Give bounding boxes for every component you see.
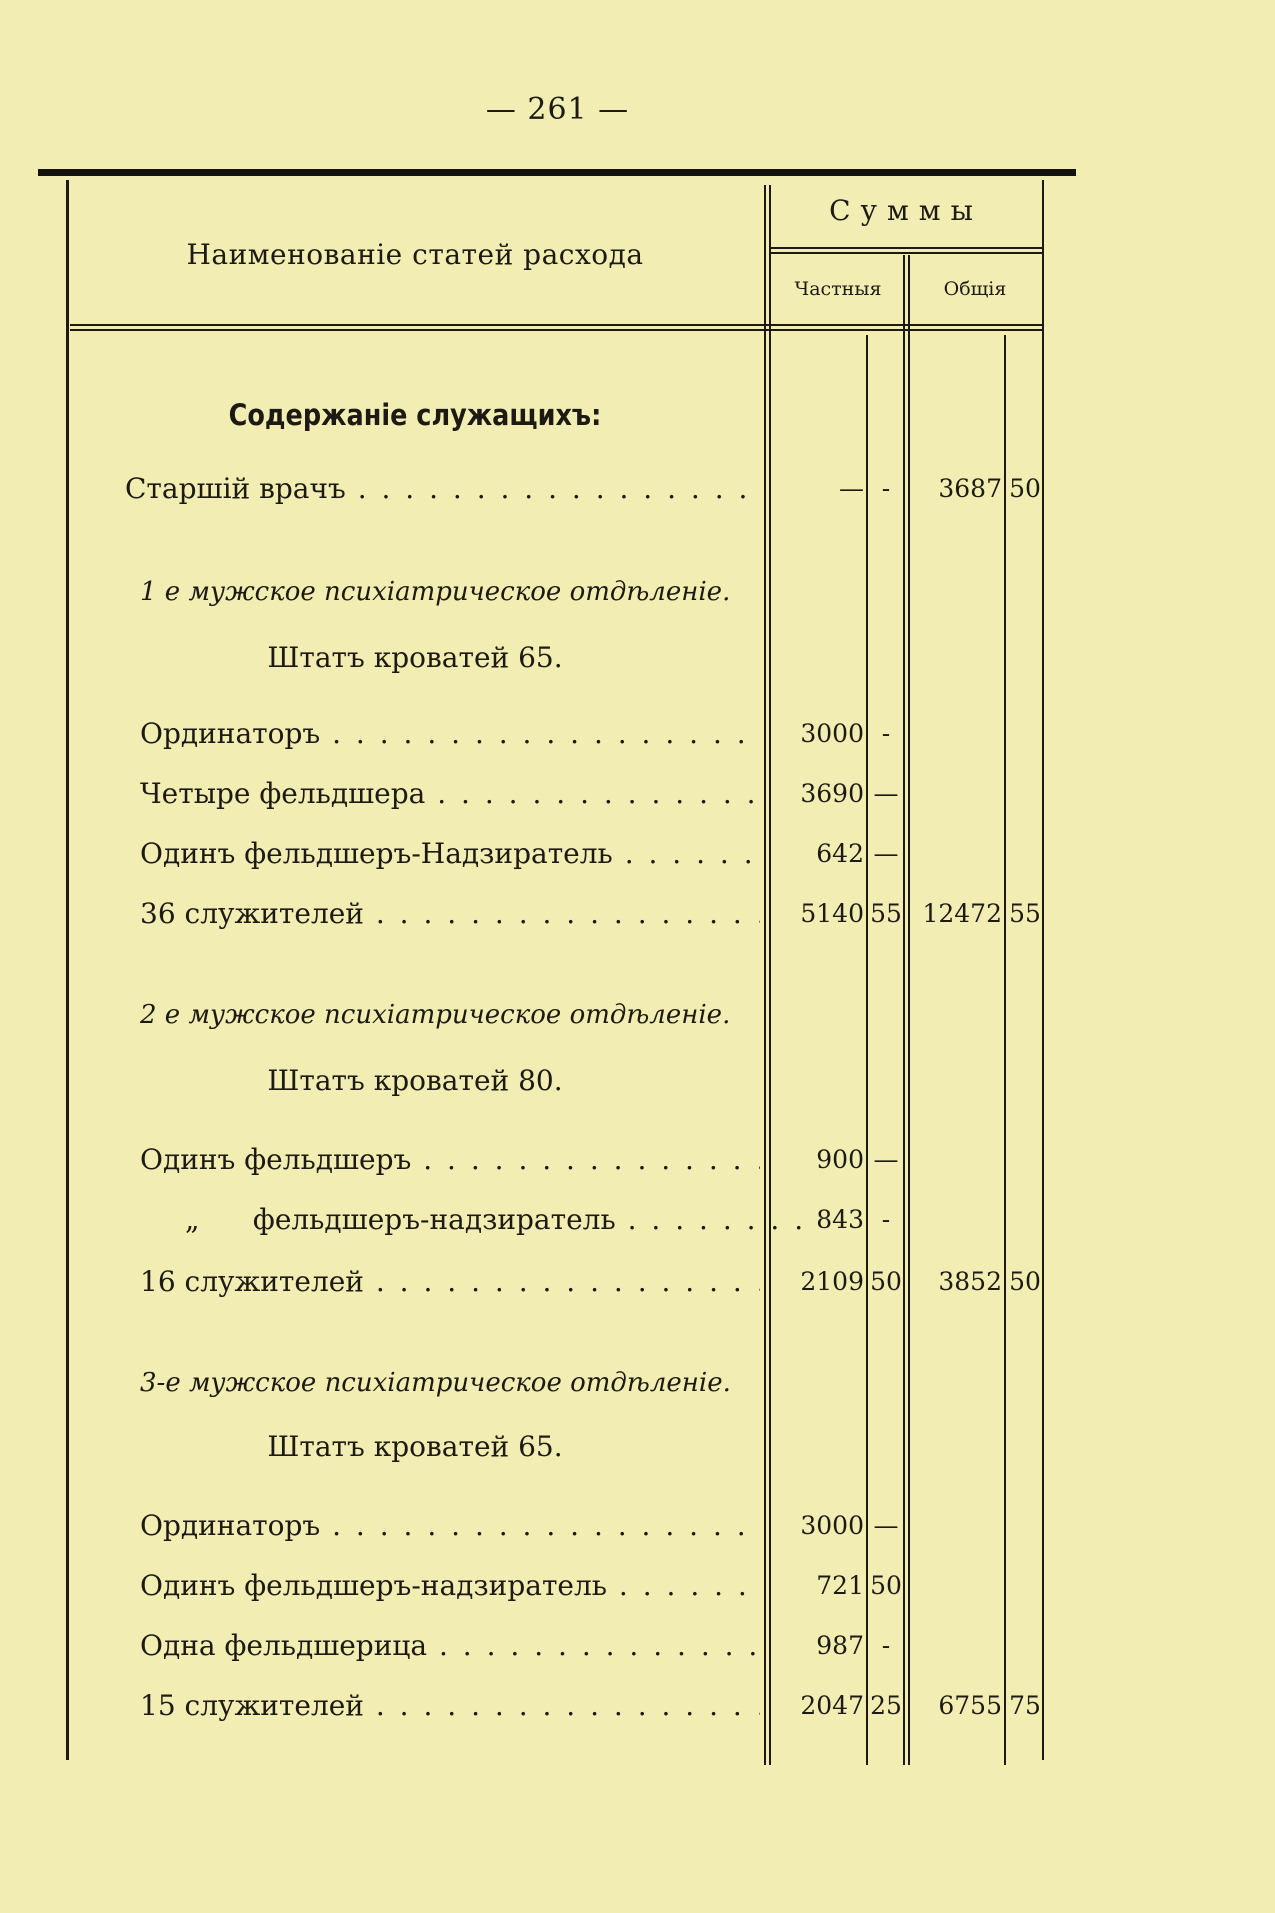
dept1-staff: Штатъ кроватей 65. — [267, 641, 563, 674]
row-label: Ординаторъ . . . — [140, 1504, 760, 1548]
private-rubles: 2047 — [800, 1691, 864, 1720]
private-rubles: 3690 — [800, 779, 864, 808]
common-rubles: 3687 — [938, 474, 1002, 503]
sums-underline-a — [770, 247, 1042, 249]
row-label: Четыре фельдшера . . . — [140, 772, 760, 816]
private-kopecks: 55 — [870, 899, 902, 928]
row-label: 15 служителей . . . — [140, 1684, 760, 1728]
private-rubles: 987 — [816, 1631, 864, 1660]
row-label: Одинъ фельдшеръ . . . — [140, 1138, 760, 1182]
dept3-staff: Штатъ кроватей 65. — [267, 1430, 563, 1463]
table-row — [0, 1504, 1275, 1548]
private-kopecks: — — [873, 779, 899, 808]
header-sums: Суммы — [829, 194, 983, 227]
top-rule — [38, 169, 1076, 176]
row-label: Ординаторъ . . . — [140, 712, 760, 756]
row-label: 36 служителей . . . — [140, 892, 760, 936]
private-kopecks: - — [881, 474, 891, 503]
private-kopecks: — — [873, 1511, 899, 1540]
row-label: Одна фельдшерица . . . — [140, 1624, 760, 1668]
header-common: Общія — [943, 278, 1007, 300]
header-private: Частныя — [794, 278, 882, 300]
private-kopecks: - — [881, 1205, 891, 1234]
common-rubles: 12472 — [922, 899, 1002, 928]
private-kopecks: 50 — [870, 1571, 902, 1600]
row-label: Одинъ фельдшеръ-Надзиратель . . . — [140, 832, 760, 876]
private-kopecks: 50 — [870, 1267, 902, 1296]
private-rubles: — — [839, 474, 864, 503]
row-label: Старшій врачъ . . . — [125, 467, 745, 511]
dept2-title: 2 е мужское психіатрическое отдѣленіе. — [140, 1000, 731, 1030]
table-row — [0, 772, 1275, 816]
page-number: — 261 — — [485, 92, 630, 127]
header-title: Наименованіе статей расхода — [186, 238, 644, 271]
table-row — [0, 1260, 1275, 1304]
private-rubles: 900 — [816, 1145, 864, 1174]
col-divider-kop1 — [866, 335, 868, 1765]
common-kopecks: 55 — [1009, 899, 1041, 928]
table-row — [0, 467, 1275, 511]
common-kopecks: 50 — [1009, 1267, 1041, 1296]
table-row — [0, 1198, 1275, 1242]
private-rubles: 721 — [816, 1571, 864, 1600]
private-rubles: 5140 — [800, 899, 864, 928]
common-rubles: 3852 — [938, 1267, 1002, 1296]
private-kopecks: — — [873, 1145, 899, 1174]
common-kopecks: 50 — [1009, 474, 1041, 503]
row-label: 16 служителей . . . — [140, 1260, 760, 1304]
private-rubles: 3000 — [800, 719, 864, 748]
dept1-title: 1 е мужское психіатрическое отдѣленіе. — [140, 577, 731, 607]
private-kopecks: — — [873, 839, 899, 868]
private-kopecks: 25 — [870, 1691, 902, 1720]
private-kopecks: - — [881, 1631, 891, 1660]
table-row — [0, 712, 1275, 756]
common-rubles: 6755 — [938, 1691, 1002, 1720]
sums-underline-b — [770, 252, 1042, 254]
table-row — [0, 1684, 1275, 1728]
header-bottom-b — [70, 329, 1042, 331]
table-row — [0, 1138, 1275, 1182]
private-rubles: 2109 — [800, 1267, 864, 1296]
private-rubles: 843 — [816, 1205, 864, 1234]
dept2-staff: Штатъ кроватей 80. — [267, 1064, 563, 1097]
row-label: „ фельдшеръ-надзиратель . . . — [185, 1198, 805, 1242]
header-bottom-a — [70, 324, 1042, 326]
table-row — [0, 1624, 1275, 1668]
private-rubles: 3000 — [800, 1511, 864, 1540]
table-row — [0, 832, 1275, 876]
section-title: Содержаніе служащихъ: — [228, 398, 602, 432]
table-row — [0, 1564, 1275, 1608]
private-rubles: 642 — [816, 839, 864, 868]
private-kopecks: - — [881, 719, 891, 748]
dept3-title: 3-е мужское психіатрическое отдѣленіе. — [140, 1368, 731, 1398]
col-divider-kop2 — [1004, 335, 1006, 1765]
common-kopecks: 75 — [1009, 1691, 1041, 1720]
table-row — [0, 892, 1275, 936]
row-label: Одинъ фельдшеръ-надзиратель . . . — [140, 1564, 760, 1608]
